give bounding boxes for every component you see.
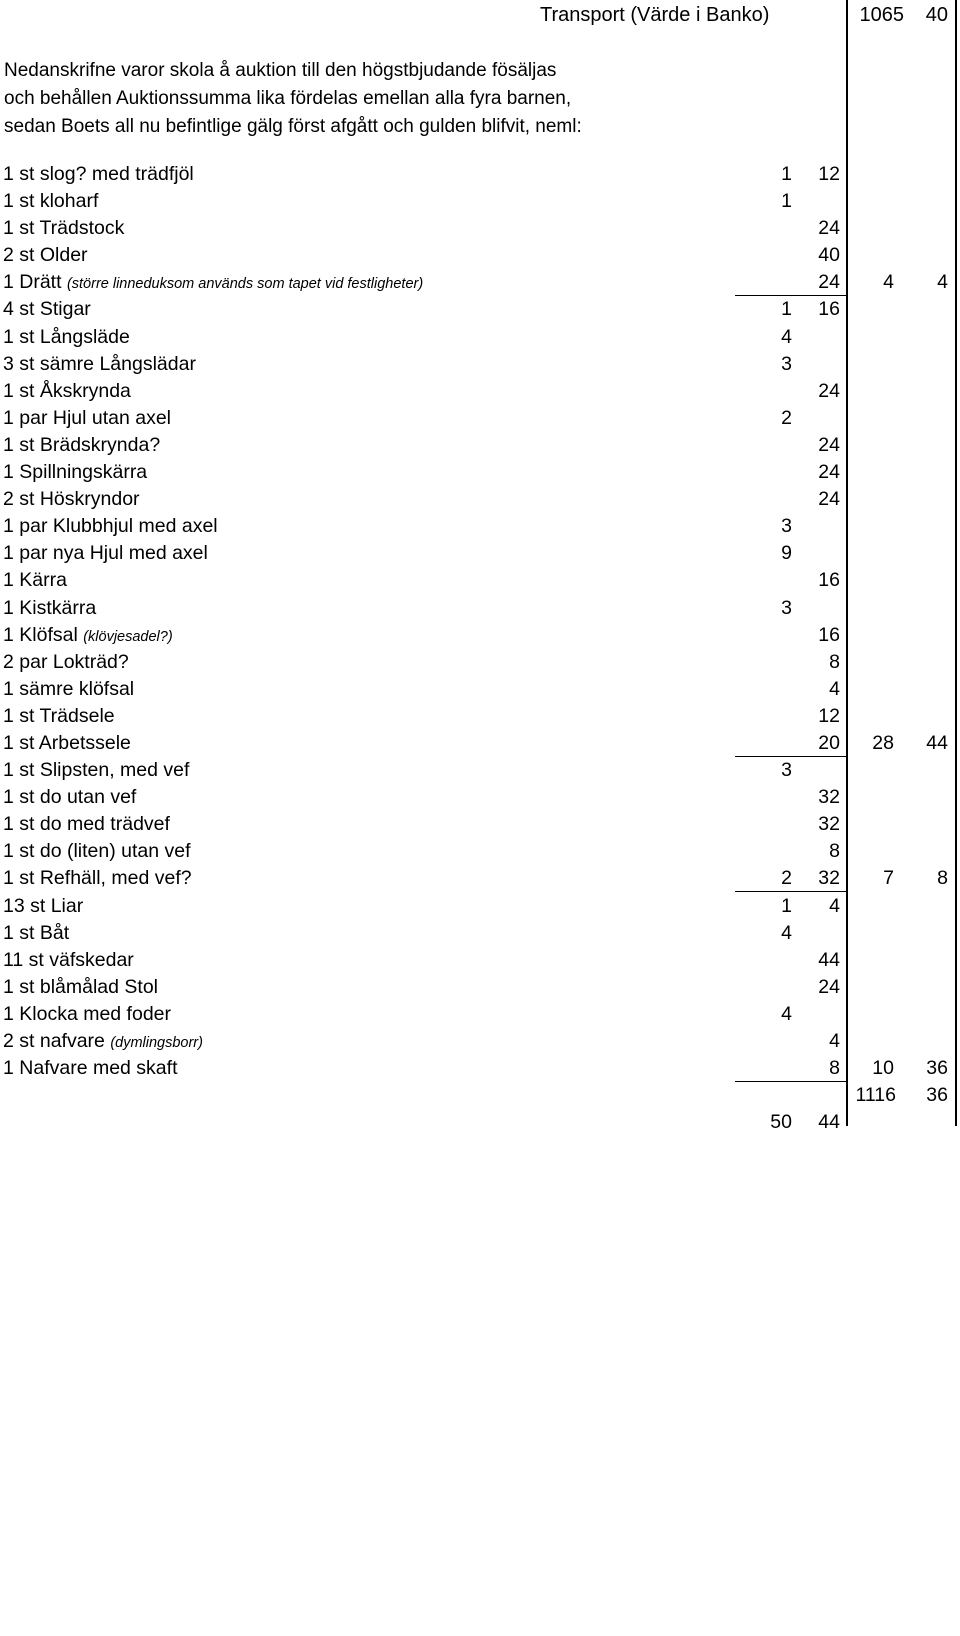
item-value-c1: 3 [781,596,792,619]
item-text: 1 st Båt [3,921,70,944]
item-text: 1 sämre klöfsal [3,677,135,700]
item-value-c2: 4 [829,894,840,917]
list-item [0,838,960,865]
list-item [0,865,960,892]
item-text: 2 st Höskryndor [3,488,140,511]
item-label [3,920,69,949]
item-label [3,730,131,759]
item-value-c2: 12 [818,163,840,185]
item-text: 1 st Refhäll, med vef? [3,867,192,890]
list-item [0,459,960,486]
item-value-c2: 24 [818,433,840,456]
item-label [3,1001,171,1030]
item-text: 1 st blåmålad Stol [3,975,159,998]
item-text: 1 st do med trädvef [3,813,170,836]
item-value-c4: 8 [937,867,948,890]
list-item [0,486,960,513]
item-label [3,622,173,651]
item-value-c1: 50 [770,1111,792,1134]
item-label [3,432,160,461]
item-value-c1: 3 [781,515,792,538]
item-value-c2: 4 [829,677,840,700]
item-value-c2: 12 [818,704,840,727]
item-label [3,1055,178,1084]
item-label [3,459,147,488]
item-value-c3: 1116 [855,1084,896,1107]
list-item [0,811,960,838]
item-label [3,893,83,922]
list-item [0,1109,960,1136]
list-item [0,1028,960,1055]
item-text: 1 Drätt [3,271,67,294]
item-value-c2: 24 [818,488,840,511]
list-item [0,1055,960,1082]
item-text: 1 par Klubbhjul med axel [3,515,218,538]
item-value-c3: 7 [883,867,894,890]
item-label [3,378,131,407]
list-item [0,351,960,378]
item-value-c4: 4 [937,271,948,294]
item-text: 2 st Older [3,244,88,267]
item-text: 1 st Trädstock [3,217,125,240]
item-value-c1: 2 [781,867,792,890]
item-value-c1: 9 [781,542,792,565]
item-label [3,649,129,678]
item-label [3,351,196,380]
item-value-c2: 40 [818,244,840,267]
item-text: 1 st Brädskrynda? [3,433,161,456]
item-value-c2: 16 [818,623,840,646]
item-value-c2: 4 [829,1030,840,1052]
list-item [0,215,960,242]
item-label [3,296,91,325]
item-text: 1 st Åkskrynda [3,379,131,402]
item-value-c1: 4 [781,921,792,944]
item-text: 2 par Lokträd? [3,650,129,673]
item-text: 1 st Långsläde [3,325,130,348]
list-item [0,947,960,974]
intro-line: sedan Boets all nu befintlige gälg först afgått och gulden blifvit, neml: [4,116,582,137]
item-value-c2: 16 [818,298,840,321]
item-text: 1 st Trädsele [3,704,115,727]
list-item [0,649,960,676]
item-value-c4: 36 [926,1084,948,1107]
intro-line: Nedanskrifne varor skola å auktion till den högstbjudande fösäljas [4,60,557,81]
item-text: 1 Klocka med foder [3,1002,172,1025]
item-label [3,540,208,569]
item-text: 1 Kärra [3,569,67,592]
list-item [0,757,960,784]
item-value-c2: 32 [818,786,840,809]
item-value-c2: 24 [818,271,840,294]
item-value-c1: 2 [781,406,792,429]
intro-line: och behållen Auktionssumma lika fördelas emellan alla fyra barnen, [4,88,572,109]
list-item [0,324,960,351]
item-value-c2: 32 [818,867,840,890]
item-value-c2: 24 [818,461,840,484]
item-label [3,811,170,840]
item-text: 13 st Liar [3,894,84,917]
item-text: 1 par nya Hjul med axel [3,542,208,565]
item-text: 1 Spillningskärra [3,461,148,484]
item-value-c2: 16 [818,569,840,592]
list-item [0,269,960,296]
list-item [0,974,960,1001]
list-item [0,242,960,269]
item-text: 1 Klöfsal [3,623,84,646]
item-text: 1 Nafvare med skaft [3,1057,178,1080]
item-label [3,784,136,813]
item-text: 3 st sämre Långslädar [3,352,196,375]
list-item [0,784,960,811]
transport-amount-skilling: 40 [925,4,948,26]
item-label [3,595,96,624]
item-label [3,703,115,732]
item-value-c1: 3 [781,352,792,375]
item-label [3,974,158,1003]
list-item [0,513,960,540]
list-item [0,188,960,215]
list-item [0,161,960,188]
list-item [0,1001,960,1028]
item-text: 1 par Hjul utan axel [3,406,172,429]
list-item [0,1082,960,1109]
item-value-c1: 4 [781,1002,792,1025]
item-label [3,215,124,244]
item-text: 1 st kloharf [3,190,99,213]
item-text: 1 st Arbetssele [3,731,131,754]
item-label [3,486,140,515]
item-value-c1: 1 [781,298,792,321]
item-text: 1 st do (liten) utan vef [3,840,191,863]
item-list [0,161,960,1136]
item-label [3,405,171,434]
list-item [0,378,960,405]
item-value-c1: 3 [781,759,792,782]
list-item [0,703,960,730]
item-text: 1 st do utan vef [3,786,137,809]
item-label [3,757,189,786]
item-text: 4 st Stigar [3,298,91,321]
item-text: 1 st Slipsten, med vef [3,759,190,782]
list-item [0,540,960,567]
item-value-c3: 10 [872,1057,894,1080]
item-value-c2: 8 [829,1057,840,1080]
intro-paragraph [4,57,704,141]
item-note: (klövjesadel?) [83,628,173,645]
item-value-c2: 8 [829,840,840,863]
item-value-c2: 8 [829,650,840,673]
item-value-c4: 36 [926,1057,948,1080]
item-text: 1 Kistkärra [3,596,97,619]
item-value-c2: 32 [818,813,840,836]
item-label [3,269,423,298]
item-value-c2: 44 [818,1111,840,1134]
item-value-c1: 4 [781,325,792,348]
item-label [3,676,134,705]
item-label [3,324,130,353]
item-value-c2: 20 [818,731,840,754]
item-label [3,513,218,542]
transport-label: Transport (Värde i Banko) [540,4,770,26]
list-item [0,595,960,622]
list-item [0,296,960,323]
item-label [3,242,88,271]
item-label [3,865,192,894]
item-value-c2: 24 [818,379,840,402]
list-item [0,676,960,703]
item-value-c2: 24 [818,217,840,240]
list-item [0,432,960,459]
item-value-c2: 24 [818,975,840,998]
item-value-c1: 1 [781,190,792,213]
list-item [0,893,960,920]
item-note: (större linneduksom används som tapet vid festligheter) [66,276,424,293]
item-value-c2: 44 [818,948,840,971]
item-value-c1: 1 [781,894,792,917]
item-note: (dymlingsborr) [110,1035,203,1051]
item-label [3,161,194,190]
list-item [0,567,960,594]
item-text: 1 st slog? med trädfjöl [3,163,194,185]
item-label [3,947,134,976]
item-label [3,1028,203,1057]
list-item [0,920,960,947]
list-item [0,405,960,432]
item-value-c4: 44 [926,731,948,754]
list-item [0,730,960,757]
item-text: 2 st nafvare [3,1030,111,1052]
item-label [3,838,191,867]
item-text: 11 st väfskedar [3,948,134,971]
item-label [3,567,67,596]
item-value-c1: 1 [781,163,792,185]
item-label [3,188,98,217]
item-value-c3: 28 [872,731,894,754]
transport-amount-riksdaler: 1065 [859,4,904,26]
list-item [0,622,960,649]
item-value-c3: 4 [883,271,894,294]
